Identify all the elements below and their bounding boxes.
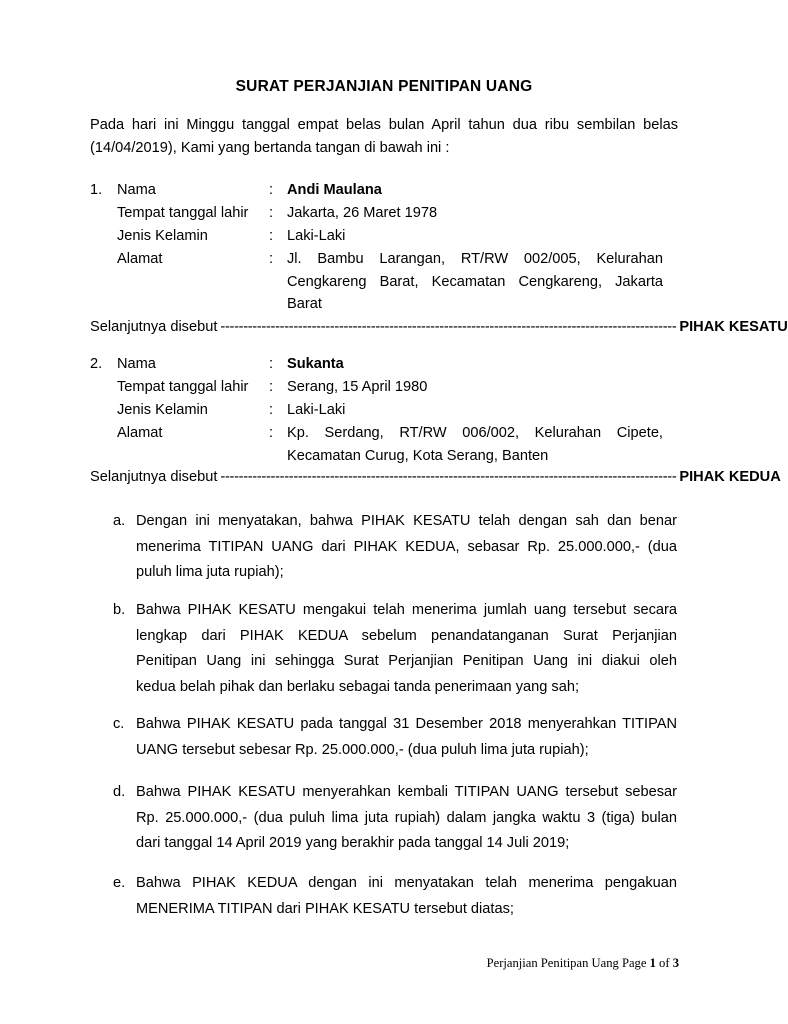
party-2-role: PIHAK KEDUA	[679, 469, 781, 485]
colon: :	[269, 182, 274, 198]
party-2-gender-value: Laki-Laki	[287, 402, 346, 418]
intro-line-1: Pada hari ini Minggu tanggal empat belas bulan April tahun dua ribu sembilan belas	[90, 117, 678, 133]
colon: :	[269, 356, 274, 372]
address-line: Cengkareng Barat, Kecamatan Cengkareng, Jakarta	[287, 273, 663, 290]
party-1-role: PIHAK KESATU	[679, 319, 788, 335]
party-2-birth-value: Serang, 15 April 1980	[287, 379, 428, 395]
clause-line: Rp. 25.000.000,- (dua puluh lima juta rupiah) dalam jangka waktu 3 (tiga) bulan	[136, 809, 677, 826]
address-line: Jl. Bambu Larangan, RT/RW 002/005, Kelurahan	[287, 251, 663, 267]
document-title: SURAT PERJANJIAN PENITIPAN UANG	[235, 78, 533, 95]
address-line: Kecamatan Curug, Kota Serang, Banten	[287, 447, 549, 464]
footer-text: Perjanjian Penitipan Uang Page	[486, 956, 647, 970]
address-line: Kp. Serdang, RT/RW 006/002, Kelurahan Cipete,	[287, 425, 663, 441]
party-2-number: 2.	[90, 356, 103, 372]
clause-line: Bahwa PIHAK KESATU menyerahkan kembali TITIPAN UANG tersebut sebesar	[136, 784, 677, 800]
clause-letter: d.	[113, 784, 126, 800]
party-1-name-label: Nama	[117, 182, 156, 198]
clause-line: puluh lima juta rupiah);	[136, 564, 284, 581]
party-1-name-value: Andi Maulana	[287, 182, 382, 198]
clause-body	[136, 712, 677, 763]
party-1-block	[90, 179, 678, 316]
party-2-name-label: Nama	[117, 356, 156, 372]
party-2-gender-row	[90, 399, 678, 422]
colon: :	[269, 251, 274, 267]
clause-line: MENERIMA TITIPAN dari PIHAK KESATU tersebut diatas;	[136, 900, 514, 917]
party-2-address-value	[287, 422, 663, 467]
party-1-birth-label: Tempat tanggal lahir	[117, 205, 249, 221]
party-1-gender-value: Laki-Laki	[287, 228, 346, 244]
designation-label: Selanjutnya disebut	[90, 469, 218, 485]
party-2-gender-label: Jenis Kelamin	[117, 402, 208, 418]
party-2-address-row	[90, 422, 678, 468]
colon: :	[269, 228, 274, 244]
dash-leader: ----------------------------------------------------------------------------------------------------	[220, 469, 677, 485]
party-1-birth-value: Jakarta, 26 Maret 1978	[287, 205, 438, 221]
clause-line: kedua belah pihak dan berlaku sebagai tanda penerimaan yang sah;	[136, 678, 580, 695]
clause-line: Dengan ini menyatakan, bahwa PIHAK KESATU telah dengan sah dan benar	[136, 513, 677, 529]
address-line: Barat	[287, 296, 322, 312]
designation-label: Selanjutnya disebut	[90, 319, 218, 335]
colon: :	[269, 205, 274, 221]
clause-body	[136, 509, 677, 586]
party-1-name-row	[90, 179, 678, 202]
clause-line: UANG tersebut sebesar Rp. 25.000.000,- (dua puluh lima juta rupiah);	[136, 741, 589, 758]
party-1-address-label: Alamat	[117, 251, 163, 267]
party-1-address-value	[287, 248, 663, 316]
clause-letter: b.	[113, 602, 126, 618]
footer-page-number: 1	[649, 956, 656, 970]
party-2-birth-label: Tempat tanggal lahir	[117, 379, 249, 395]
page-footer	[487, 956, 679, 971]
party-1-birth-row	[90, 202, 678, 225]
intro-paragraph	[90, 114, 678, 160]
party-1-gender-label: Jenis Kelamin	[117, 228, 208, 244]
clause-body	[136, 871, 677, 922]
clause-letter: e.	[113, 875, 126, 891]
clause-line: menerima TITIPAN UANG dari PIHAK KEDUA, sebasar Rp. 25.000.000,- (dua	[136, 538, 677, 555]
party-2-designation	[90, 466, 781, 489]
clause-letter: c.	[113, 716, 125, 732]
dash-leader: ----------------------------------------------------------------------------------------------------	[220, 319, 677, 335]
party-2-block	[90, 353, 678, 468]
party-1-number: 1.	[90, 182, 103, 198]
party-2-birth-row	[90, 376, 678, 399]
clause-line: Penitipan Uang ini sehingga Surat Perjanjian Penitipan Uang ini diakui oleh	[136, 653, 677, 670]
clause-line: dari tanggal 14 April 2019 yang berakhir pada tanggal 14 Juli 2019;	[136, 835, 570, 852]
clause-line: Bahwa PIHAK KESATU mengakui telah menerima jumlah uang tersebut secara	[136, 602, 677, 618]
party-2-name-value: Sukanta	[287, 356, 344, 372]
clause-line: Bahwa PIHAK KEDUA dengan ini menyatakan telah menerima pengakuan	[136, 875, 677, 891]
party-1-designation	[90, 316, 788, 339]
clause-letter: a.	[113, 513, 126, 529]
footer-of: of	[659, 956, 670, 970]
intro-line-2: (14/04/2019), Kami yang bertanda tangan di bawah ini :	[90, 140, 450, 156]
clause-body	[136, 598, 677, 700]
clause-line: lengkap dari PIHAK KEDUA sebelum penandatanganan Surat Perjanjian	[136, 627, 677, 644]
colon: :	[269, 379, 274, 395]
clause-body	[136, 780, 677, 857]
party-2-address-label: Alamat	[117, 425, 163, 441]
footer-page-total: 3	[672, 956, 679, 970]
party-1-address-row	[90, 248, 678, 316]
colon: :	[269, 425, 274, 441]
clause-line: Bahwa PIHAK KESATU pada tanggal 31 Desember 2018 menyerahkan TITIPAN	[136, 716, 677, 732]
colon: :	[269, 402, 274, 418]
party-2-name-row	[90, 353, 678, 376]
party-1-gender-row	[90, 225, 678, 248]
